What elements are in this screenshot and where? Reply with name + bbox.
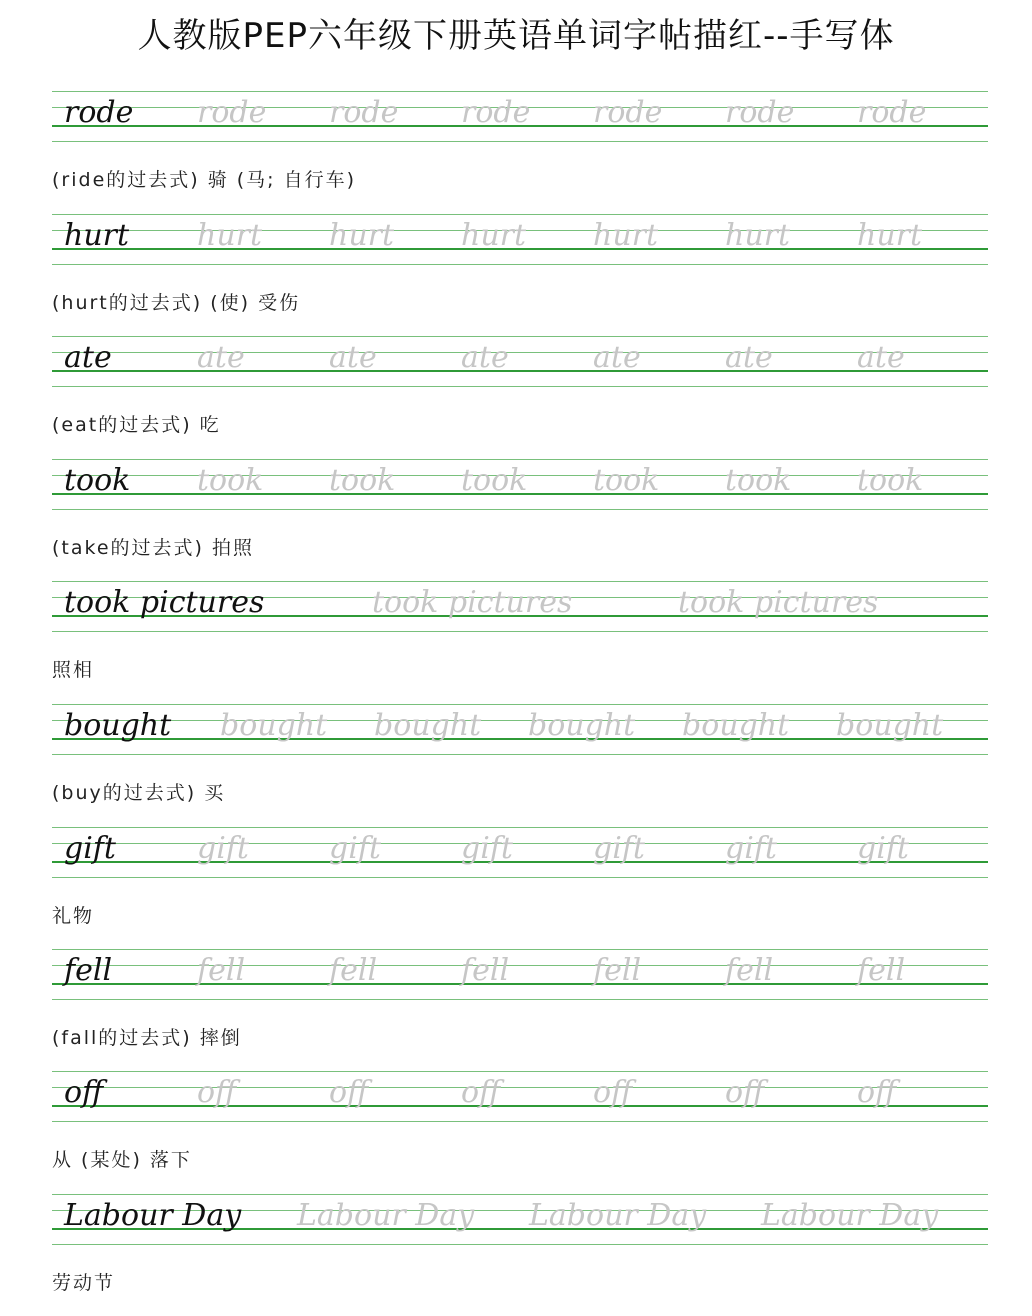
trace-word: hurt	[329, 218, 395, 253]
ruled-line	[52, 1087, 988, 1088]
trace-word: rode	[725, 95, 795, 130]
ruled-line	[52, 1121, 988, 1122]
trace-word: took pictures	[678, 585, 879, 620]
practice-row	[52, 459, 988, 581]
trace-word: took	[857, 463, 924, 498]
ruled-line	[52, 264, 988, 265]
ruled-line	[52, 1105, 988, 1107]
trace-word: fell	[197, 953, 246, 988]
trace-word: bought	[374, 708, 482, 743]
trace-word: gift	[857, 831, 909, 866]
ruled-line	[52, 581, 988, 582]
trace-word: took	[461, 463, 528, 498]
practice-row	[52, 91, 988, 213]
trace-word: Labour Day	[529, 1198, 707, 1233]
model-word: rode	[64, 95, 134, 130]
word-meaning: (take的过去式) 拍照	[52, 537, 254, 559]
trace-word: off	[329, 1075, 369, 1110]
ruled-line	[52, 861, 988, 863]
ruled-line	[52, 965, 988, 966]
trace-word: gift	[593, 831, 645, 866]
trace-word: rode	[857, 95, 927, 130]
model-word: bought	[64, 708, 172, 743]
word-meaning: 照相	[52, 659, 95, 681]
model-word: took pictures	[64, 585, 265, 620]
trace-word: ate	[461, 340, 509, 375]
trace-word: rode	[329, 95, 399, 130]
trace-word: fell	[725, 953, 774, 988]
ruled-line	[52, 877, 988, 878]
ruled-lines	[52, 336, 988, 400]
ruled-lines	[52, 1071, 988, 1135]
trace-word: rode	[593, 95, 663, 130]
practice-row	[52, 704, 988, 826]
ruled-line	[52, 1244, 988, 1245]
ruled-line	[52, 370, 988, 372]
model-word: gift	[64, 831, 116, 866]
ruled-line	[52, 214, 988, 215]
model-word: fell	[64, 953, 113, 988]
ruled-line	[52, 704, 988, 705]
trace-word: took	[329, 463, 396, 498]
trace-word: off	[197, 1075, 237, 1110]
trace-word: bought	[528, 708, 636, 743]
ruled-line	[52, 999, 988, 1000]
trace-word: Labour Day	[761, 1198, 939, 1233]
word-meaning: 礼物	[52, 905, 95, 927]
model-word: off	[64, 1075, 104, 1110]
practice-row	[52, 949, 988, 1071]
ruled-line	[52, 91, 988, 92]
trace-word: bought	[682, 708, 790, 743]
model-word: hurt	[64, 218, 130, 253]
trace-word: fell	[857, 953, 906, 988]
ruled-line	[52, 336, 988, 337]
trace-word: fell	[461, 953, 510, 988]
ruled-line	[52, 352, 988, 353]
word-meaning: (ride的过去式) 骑 (马; 自行车)	[52, 169, 357, 191]
trace-word: off	[857, 1075, 897, 1110]
page-title: 人教版PEP六年级下册英语单词字帖描红--手写体	[137, 16, 895, 56]
word-meaning: 从 (某处) 落下	[52, 1149, 192, 1171]
ruled-line	[52, 509, 988, 510]
trace-word: took	[197, 463, 264, 498]
trace-word: took	[593, 463, 660, 498]
trace-word: took pictures	[372, 585, 573, 620]
ruled-line	[52, 754, 988, 755]
ruled-line	[52, 827, 988, 828]
model-word: took	[64, 463, 131, 498]
model-word: Labour Day	[64, 1198, 242, 1233]
ruled-lines	[52, 827, 988, 891]
practice-row	[52, 827, 988, 949]
ruled-line	[52, 1194, 988, 1195]
trace-word: ate	[593, 340, 641, 375]
model-word: ate	[64, 340, 112, 375]
trace-word: ate	[329, 340, 377, 375]
ruled-line	[52, 141, 988, 142]
word-meaning: (hurt的过去式) (使) 受伤	[52, 292, 301, 314]
practice-row	[52, 581, 988, 703]
trace-word: bought	[836, 708, 944, 743]
word-meaning: (eat的过去式) 吃	[52, 414, 221, 436]
trace-word: took	[725, 463, 792, 498]
trace-word: rode	[461, 95, 531, 130]
trace-word: fell	[329, 953, 378, 988]
word-meaning: (buy的过去式) 买	[52, 782, 226, 804]
trace-word: bought	[220, 708, 328, 743]
ruled-line	[52, 949, 988, 950]
ruled-line	[52, 459, 988, 460]
trace-word: ate	[725, 340, 773, 375]
trace-word: gift	[329, 831, 381, 866]
practice-row	[52, 1071, 988, 1193]
trace-word: ate	[857, 340, 905, 375]
ruled-line	[52, 631, 988, 632]
practice-row	[52, 214, 988, 336]
trace-word: hurt	[725, 218, 791, 253]
ruled-line	[52, 843, 988, 844]
ruled-line	[52, 1071, 988, 1072]
ruled-lines	[52, 949, 988, 1013]
trace-word: hurt	[857, 218, 923, 253]
practice-row	[52, 1194, 988, 1316]
trace-word: off	[725, 1075, 765, 1110]
trace-word: hurt	[461, 218, 527, 253]
trace-word: off	[461, 1075, 501, 1110]
trace-word: hurt	[593, 218, 659, 253]
word-meaning: (fall的过去式) 摔倒	[52, 1027, 242, 1049]
practice-row	[52, 336, 988, 458]
trace-word: off	[593, 1075, 633, 1110]
word-meaning: 劳动节	[52, 1272, 116, 1294]
trace-word: gift	[197, 831, 249, 866]
trace-word: gift	[461, 831, 513, 866]
trace-word: rode	[197, 95, 267, 130]
ruled-line	[52, 983, 988, 985]
trace-word: Labour Day	[297, 1198, 475, 1233]
trace-word: ate	[197, 340, 245, 375]
trace-word: gift	[725, 831, 777, 866]
ruled-line	[52, 386, 988, 387]
trace-word: hurt	[197, 218, 263, 253]
trace-word: fell	[593, 953, 642, 988]
